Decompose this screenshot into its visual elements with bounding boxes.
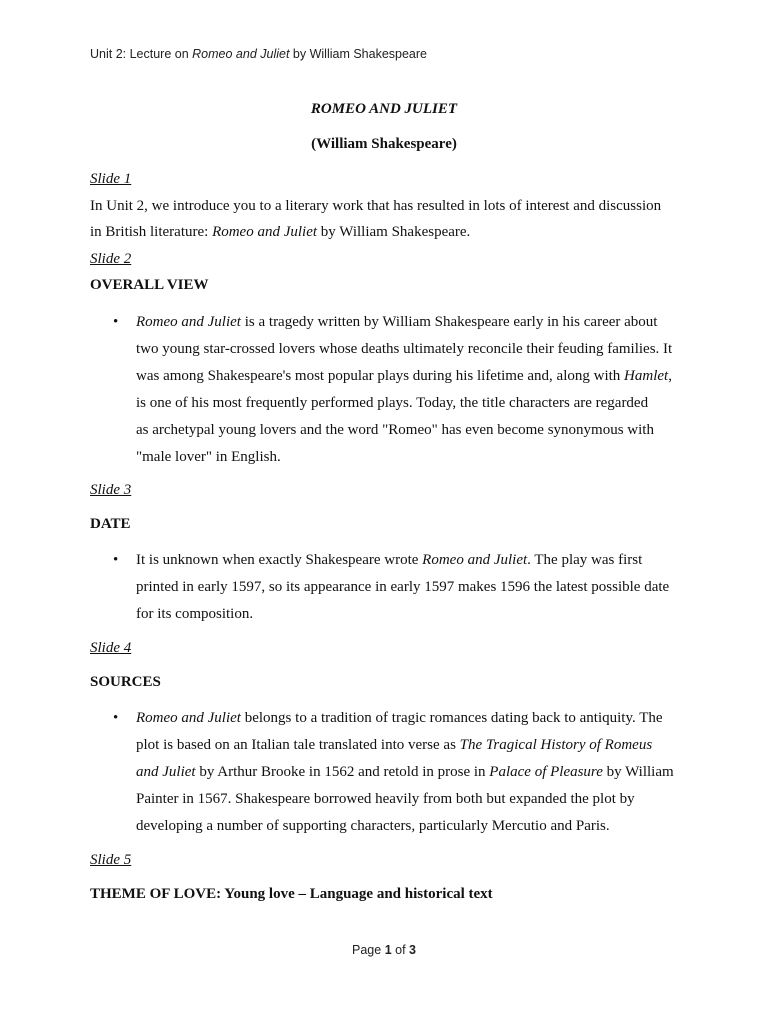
slide-1-line-2-prefix: in British literature: [90,223,213,240]
page-header [90,47,427,61]
slide-2-line-1 [136,309,696,336]
slide-1-paragraph [90,194,680,245]
slide-2-line-3-work: Hamlet [624,368,669,384]
slide-2-line-1-rest: is a tragedy written by William Shakespeare early in his career about [240,314,658,330]
slide-4-line-1 [136,705,696,732]
slide-4-line-2-work: The Tragical History of Romeus [459,737,653,753]
bullet-icon: • [113,710,119,726]
slide-3-line-1-pre: It is unknown when exactly Shakespeare wrote [136,552,423,568]
slide-4-label: Slide 4 [90,640,132,656]
slide-5-heading: THEME OF LOVE: Young love – Language and historical text [90,886,493,902]
slide-3-heading: DATE [90,516,131,532]
header-suffix: by William Shakespeare [289,47,427,61]
slide-3-line-1-post: . The play was first [527,552,643,568]
slide-1-line-2 [90,220,680,246]
header-work-title: Romeo and Juliet [192,47,290,61]
slide-4-heading: SOURCES [90,674,161,690]
slide-2-line-3-pre: was among Shakespeare's most popular plays during his lifetime and, along with [136,368,625,384]
bullet-icon: • [113,314,119,330]
slide-5-label: Slide 5 [90,852,132,868]
slide-1-label: Slide 1 [90,171,132,187]
slide-3-line-1 [136,547,696,574]
slide-2-line-3 [136,363,696,390]
slide-2-line-4: is one of his most frequently performed plays. Today, the title characters are regarded [136,395,649,411]
header-prefix: Unit 2: Lecture on [90,47,193,61]
footer-page-word: Page [352,943,385,957]
slide-3-line-1-work: Romeo and Juliet [422,552,528,568]
slide-2-line-1-work: Romeo and Juliet [136,314,241,330]
slide-3-line-2: printed in early 1597, so its appearance in early 1597 makes 1596 the latest possible date [136,579,670,595]
slide-4-line-3-post: by William [602,764,674,780]
slide-3-label: Slide 3 [90,482,132,498]
footer-page-total: 3 [409,943,416,957]
slide-2-line-2: two young star-crossed lovers whose deaths ultimately reconcile their feuding families. It [136,341,673,357]
slide-3-bullet [113,547,696,628]
slide-1-line-2-suffix: by William Shakespeare. [317,223,471,240]
slide-2-line-5: as archetypal young lovers and the word "Romeo" has even become synonymous with [136,422,654,438]
slide-4-line-3-mid: by Arthur Brooke in 1562 and retold in prose in [195,764,490,780]
slide-4-line-3-work: and Juliet [136,764,196,780]
slide-4-line-1-rest: belongs to a tradition of tragic romances dating back to antiquity. The [240,710,663,726]
slide-4-line-1-work: Romeo and Juliet [136,710,241,726]
slide-4-line-3-work-2: Palace of Pleasure [489,764,603,780]
slide-4-line-5: developing a number of supporting characters, particularly Mercutio and Paris. [136,818,610,834]
document-subtitle: (William Shakespeare) [311,136,457,152]
slide-2-label: Slide 2 [90,251,132,267]
slide-2-line-6: "male lover" in English. [136,449,281,465]
slide-2-heading: OVERALL VIEW [90,277,209,293]
slide-4-bullet [113,705,696,840]
slide-1-line-2-work: Romeo and Juliet [212,223,318,240]
bullet-icon: • [113,552,119,568]
footer-page-number: 1 [384,943,392,957]
slide-2-line-3-post: , [668,368,672,384]
slide-4-line-4: Painter in 1567. Shakespeare borrowed heavily from both but expanded the plot by [136,791,635,807]
page-footer [0,943,768,957]
slide-4-line-2-pre: plot is based on an Italian tale translated into verse as [136,737,460,753]
slide-3-line-3: for its composition. [136,606,254,622]
footer-of-word: of [391,943,410,957]
slide-4-line-2 [136,732,696,759]
slide-2-bullet [113,309,696,471]
slide-1-line-1: In Unit 2, we introduce you to a literary work that has resulted in lots of interest and discussion [90,198,662,214]
document-title: ROMEO AND JULIET [310,101,458,117]
slide-4-line-3 [136,759,696,786]
